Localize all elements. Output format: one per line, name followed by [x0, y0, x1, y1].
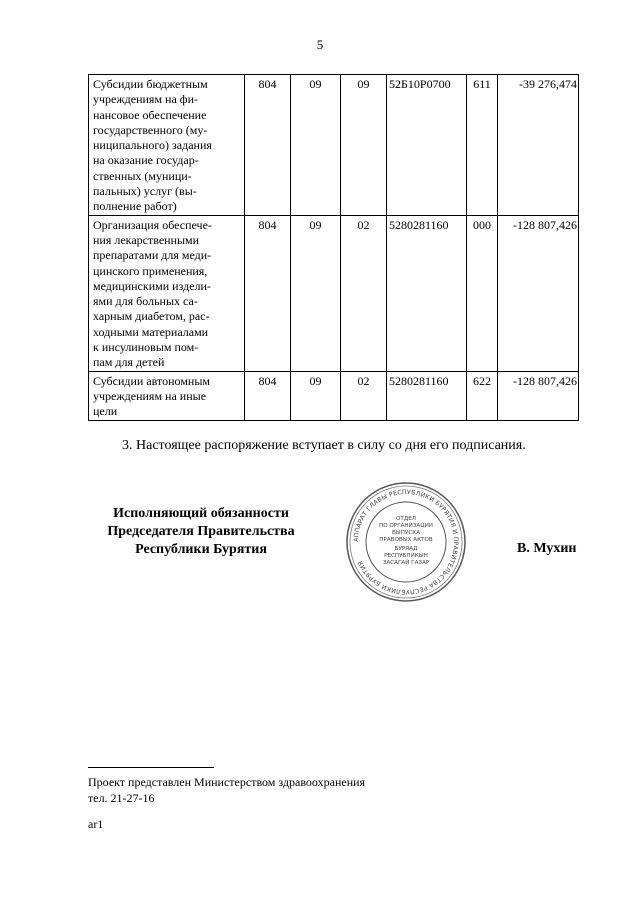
- subsection-code: 02: [341, 371, 387, 420]
- row-description: Организация обеспече- ния лекарственными препаратами для меди- цинского применения, медицинскими издели- ями для больных са- харным диабетом, рас- ходными материалами к инсулиновым пом- пам для детей: [89, 215, 245, 371]
- section-code: 09: [291, 371, 341, 420]
- row-description: Субсидии бюджетным учреждениям на фи- нансовое обеспечение государственного (му- ниципального) задания на оказание государ- ственных (муници- пальных) услуг (вы- полнение работ): [89, 75, 245, 216]
- table-row: [89, 215, 579, 371]
- svg-text:РЕСПУБЛИКЫН: РЕСПУБЛИКЫН: [384, 553, 428, 559]
- svg-text:ПО ОРГАНИЗАЦИИ: ПО ОРГАНИЗАЦИИ: [379, 523, 433, 529]
- svg-text:ЗАСАГАЙ ГАЗАР: ЗАСАГАЙ ГАЗАР: [382, 560, 430, 566]
- table-row: [89, 75, 579, 216]
- signer-title: Исполняющий обязанности Председателя Правительства Республики Бурятия: [107, 506, 295, 557]
- budget-table: [88, 74, 579, 421]
- subsection-code: 02: [341, 215, 387, 371]
- expense-type-code: 000: [467, 215, 498, 371]
- target-article-code: 52Б10Р0700: [387, 75, 467, 216]
- footnote-separator: [88, 767, 214, 768]
- section-code: 09: [291, 75, 341, 216]
- table-row: [89, 371, 579, 420]
- page-number: 5: [316, 37, 324, 52]
- expense-type-code: 622: [467, 371, 498, 420]
- amount: -128 807,426: [498, 215, 579, 371]
- signer-name: В. Мухин: [517, 541, 577, 556]
- ministry-code: 804: [245, 371, 291, 420]
- svg-text:ОТДЕЛ: ОТДЕЛ: [396, 516, 416, 522]
- amount: -39 276,474: [498, 75, 579, 216]
- svg-text:ВЫПУСКА: ВЫПУСКА: [391, 530, 421, 536]
- amount: -128 807,426: [498, 371, 579, 420]
- subsection-code: 09: [341, 75, 387, 216]
- svg-text:ПРАВОВЫХ АКТОВ: ПРАВОВЫХ АКТОВ: [379, 537, 433, 543]
- document-code: ar1: [88, 817, 104, 831]
- row-description: Субсидии автономным учреждениям на иные цели: [89, 371, 245, 420]
- clause-text: 3. Настоящее распоряжение вступает в силу со дня его подписания.: [122, 438, 526, 453]
- footnote: Проект представлен Министерством здравоохранения тел. 21-27-16: [88, 775, 366, 805]
- seal-outer-text: АППАРАТ ГЛАВЫ РЕСПУБЛИКИ БУРЯТИЯ И ПРАВИТЕЛЬСТВА РЕСПУБЛИКИ БУРЯТИЯ: [352, 488, 460, 596]
- expense-type-code: 611: [467, 75, 498, 216]
- official-seal: [344, 480, 468, 604]
- ministry-code: 804: [245, 75, 291, 216]
- svg-text:БУРЯАД: БУРЯАД: [394, 546, 418, 552]
- target-article-code: 5280281160: [387, 215, 467, 371]
- ministry-code: 804: [245, 215, 291, 371]
- target-article-code: 5280281160: [387, 371, 467, 420]
- section-code: 09: [291, 215, 341, 371]
